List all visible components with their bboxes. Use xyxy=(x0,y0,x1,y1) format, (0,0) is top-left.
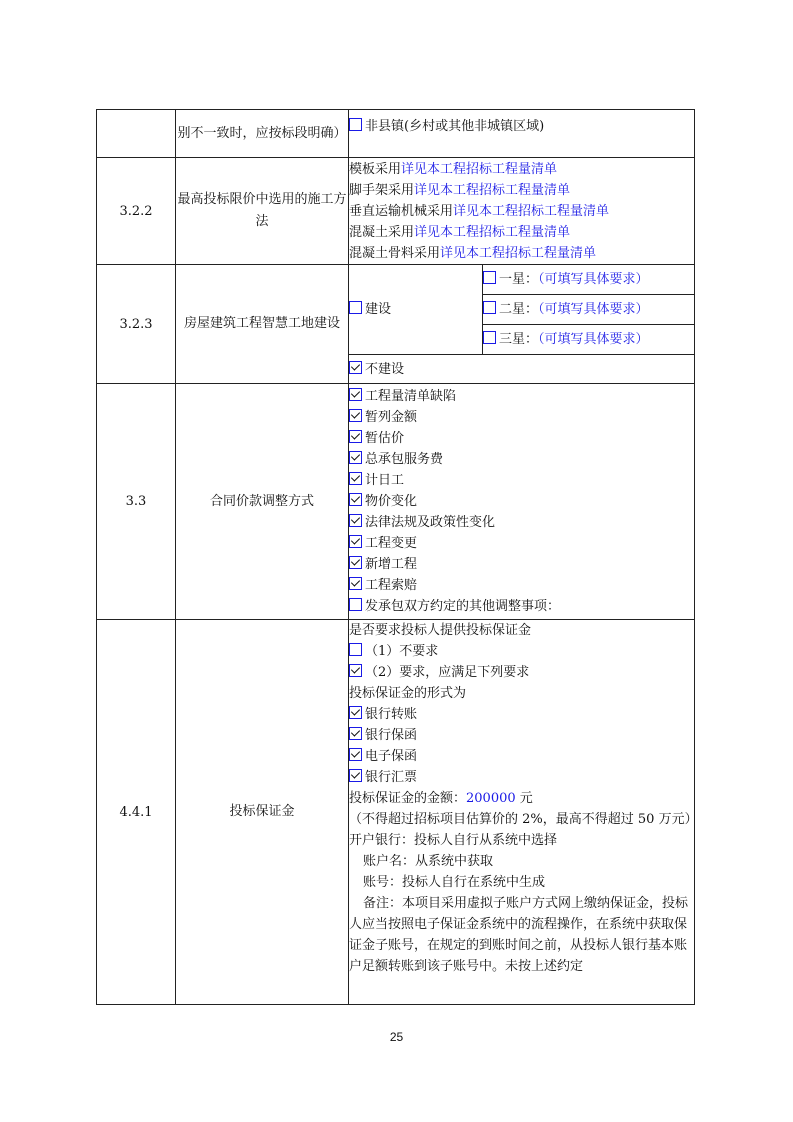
checkbox-unchecked-icon[interactable] xyxy=(349,598,362,611)
checkbox-unchecked-icon[interactable] xyxy=(349,643,362,656)
list-item: 暂估价 xyxy=(349,428,694,449)
list-item: 法律法规及政策性变化 xyxy=(349,512,694,533)
star-option: 一星：（可填写具体要求） xyxy=(483,265,695,295)
star-option: 三星：（可填写具体要求） xyxy=(483,325,695,355)
page-number: 25 xyxy=(389,1030,404,1044)
star-option: 二星：（可填写具体要求） xyxy=(483,295,695,325)
price-adjustment-list xyxy=(349,384,695,620)
row-num: 4.4.1 xyxy=(97,620,176,1005)
list-item: 发承包双方约定的其他调整事项： xyxy=(349,596,694,617)
checkbox-checked-icon[interactable] xyxy=(349,706,362,719)
row-label: 别不一致时，应按标段明确） xyxy=(176,110,349,158)
list-item: 工程索赔 xyxy=(349,575,694,596)
row-num-empty xyxy=(97,110,176,158)
list-item: 银行汇票 xyxy=(349,767,694,788)
account-name: 账户名：从系统中获取 xyxy=(363,854,494,869)
remark: 备注：本项目采用虚拟子账户方式网上缴纳保证金，投标人应当按照电子保证金系统中的流程操作，在系统中获取保证金子账号，在规定的到账时间之前，从投标人银行基本账户足额转账到该子账号中。未按上述约定 xyxy=(349,896,689,974)
checkbox-unchecked-icon[interactable] xyxy=(349,301,362,314)
list-item: 银行保函 xyxy=(349,725,694,746)
checkbox-checked-icon[interactable] xyxy=(349,556,362,569)
list-item: 新增工程 xyxy=(349,554,694,575)
method-line: 垂直运输机械采用详见本工程招标工程量清单 xyxy=(349,203,610,219)
list-item: 计日工 xyxy=(349,470,694,491)
list-item: 工程量清单缺陷 xyxy=(349,386,694,407)
list-item: 电子保函 xyxy=(349,746,694,767)
list-item: 物价变化 xyxy=(349,491,694,512)
checkbox-checked-icon[interactable] xyxy=(349,748,362,761)
row-num: 3.2.3 xyxy=(97,265,176,384)
checkbox-checked-icon[interactable] xyxy=(349,409,362,422)
checkbox-unchecked-icon[interactable] xyxy=(483,301,496,314)
checkbox-checked-icon[interactable] xyxy=(349,727,362,740)
list-item: 总承包服务费 xyxy=(349,449,694,470)
checkbox-checked-icon[interactable] xyxy=(349,769,362,782)
nobuild-option: 不建设 xyxy=(349,355,695,384)
list-item: 银行转账 xyxy=(349,704,694,725)
method-line: 混凝土采用详见本工程招标工程量清单 xyxy=(349,224,571,240)
row-label: 合同价款调整方式 xyxy=(176,384,349,620)
row-content: 非县镇(乡村或其他非城镇区域) xyxy=(349,110,695,158)
row-num: 3.3 xyxy=(97,384,176,620)
bid-bond-details: 是否要求投标人提供投标保证金 （1）不要求 （2）要求，应满足下列要求 投标保证金的形式为 银行转账 银行保函 电子保函 银行汇票 投标保证金的金额：200000 元 （不得超过招标项目估算价的 2%，最高不得超过 50 万元） 开户银行：投标人自行从系统中选择 账户名：从系统中获取 账号：投标人自行在系统中生成 备注：本项目采用虚拟子账户方式网上缴纳保证金，投标人应当按照电子保证金系统中的流程操作，在系统中获取保证金子账号，在规定的到账时间之前，从投标人银行基本账户足额转账到该子账号中。未按上述约定 xyxy=(349,620,695,1005)
checkbox-checked-icon[interactable] xyxy=(349,472,362,485)
bank-info: 开户银行：投标人自行从系统中选择 xyxy=(349,833,558,848)
checkbox-checked-icon[interactable] xyxy=(349,577,362,590)
construction-methods xyxy=(349,158,695,265)
checkbox-checked-icon[interactable] xyxy=(349,361,362,374)
bid-data-table xyxy=(96,109,698,1005)
checkbox-checked-icon[interactable] xyxy=(349,430,362,443)
list-item: 暂列金额 xyxy=(349,407,694,428)
checkbox-checked-icon[interactable] xyxy=(349,535,362,548)
row-num: 3.2.2 xyxy=(97,158,176,265)
row-label: 最高投标限价中选用的施工方法 xyxy=(176,158,349,265)
checkbox-unchecked-icon[interactable] xyxy=(349,118,362,131)
method-line: 模板采用详见本工程招标工程量清单 xyxy=(349,161,558,177)
checkbox-checked-icon[interactable] xyxy=(349,388,362,401)
bond-amount: 投标保证金的金额：200000 元 xyxy=(349,791,533,806)
checkbox-checked-icon[interactable] xyxy=(349,493,362,506)
checkbox-unchecked-icon[interactable] xyxy=(483,271,496,284)
account-number: 账号：投标人自行在系统中生成 xyxy=(363,875,546,890)
method-line: 混凝土骨料采用详见本工程招标工程量清单 xyxy=(349,245,597,261)
list-item: 工程变更 xyxy=(349,533,694,554)
checkbox-checked-icon[interactable] xyxy=(349,664,362,677)
build-option: 建设 xyxy=(349,265,483,355)
checkbox-unchecked-icon[interactable] xyxy=(483,331,496,344)
row-label: 房屋建筑工程智慧工地建设 xyxy=(176,265,349,384)
bond-note: （不得超过招标项目估算价的 2%，最高不得超过 50 万元） xyxy=(349,812,698,827)
checkbox-checked-icon[interactable] xyxy=(349,514,362,527)
method-line: 脚手架采用详见本工程招标工程量清单 xyxy=(349,182,571,198)
row-label: 投标保证金 xyxy=(176,620,349,1005)
checkbox-checked-icon[interactable] xyxy=(349,451,362,464)
